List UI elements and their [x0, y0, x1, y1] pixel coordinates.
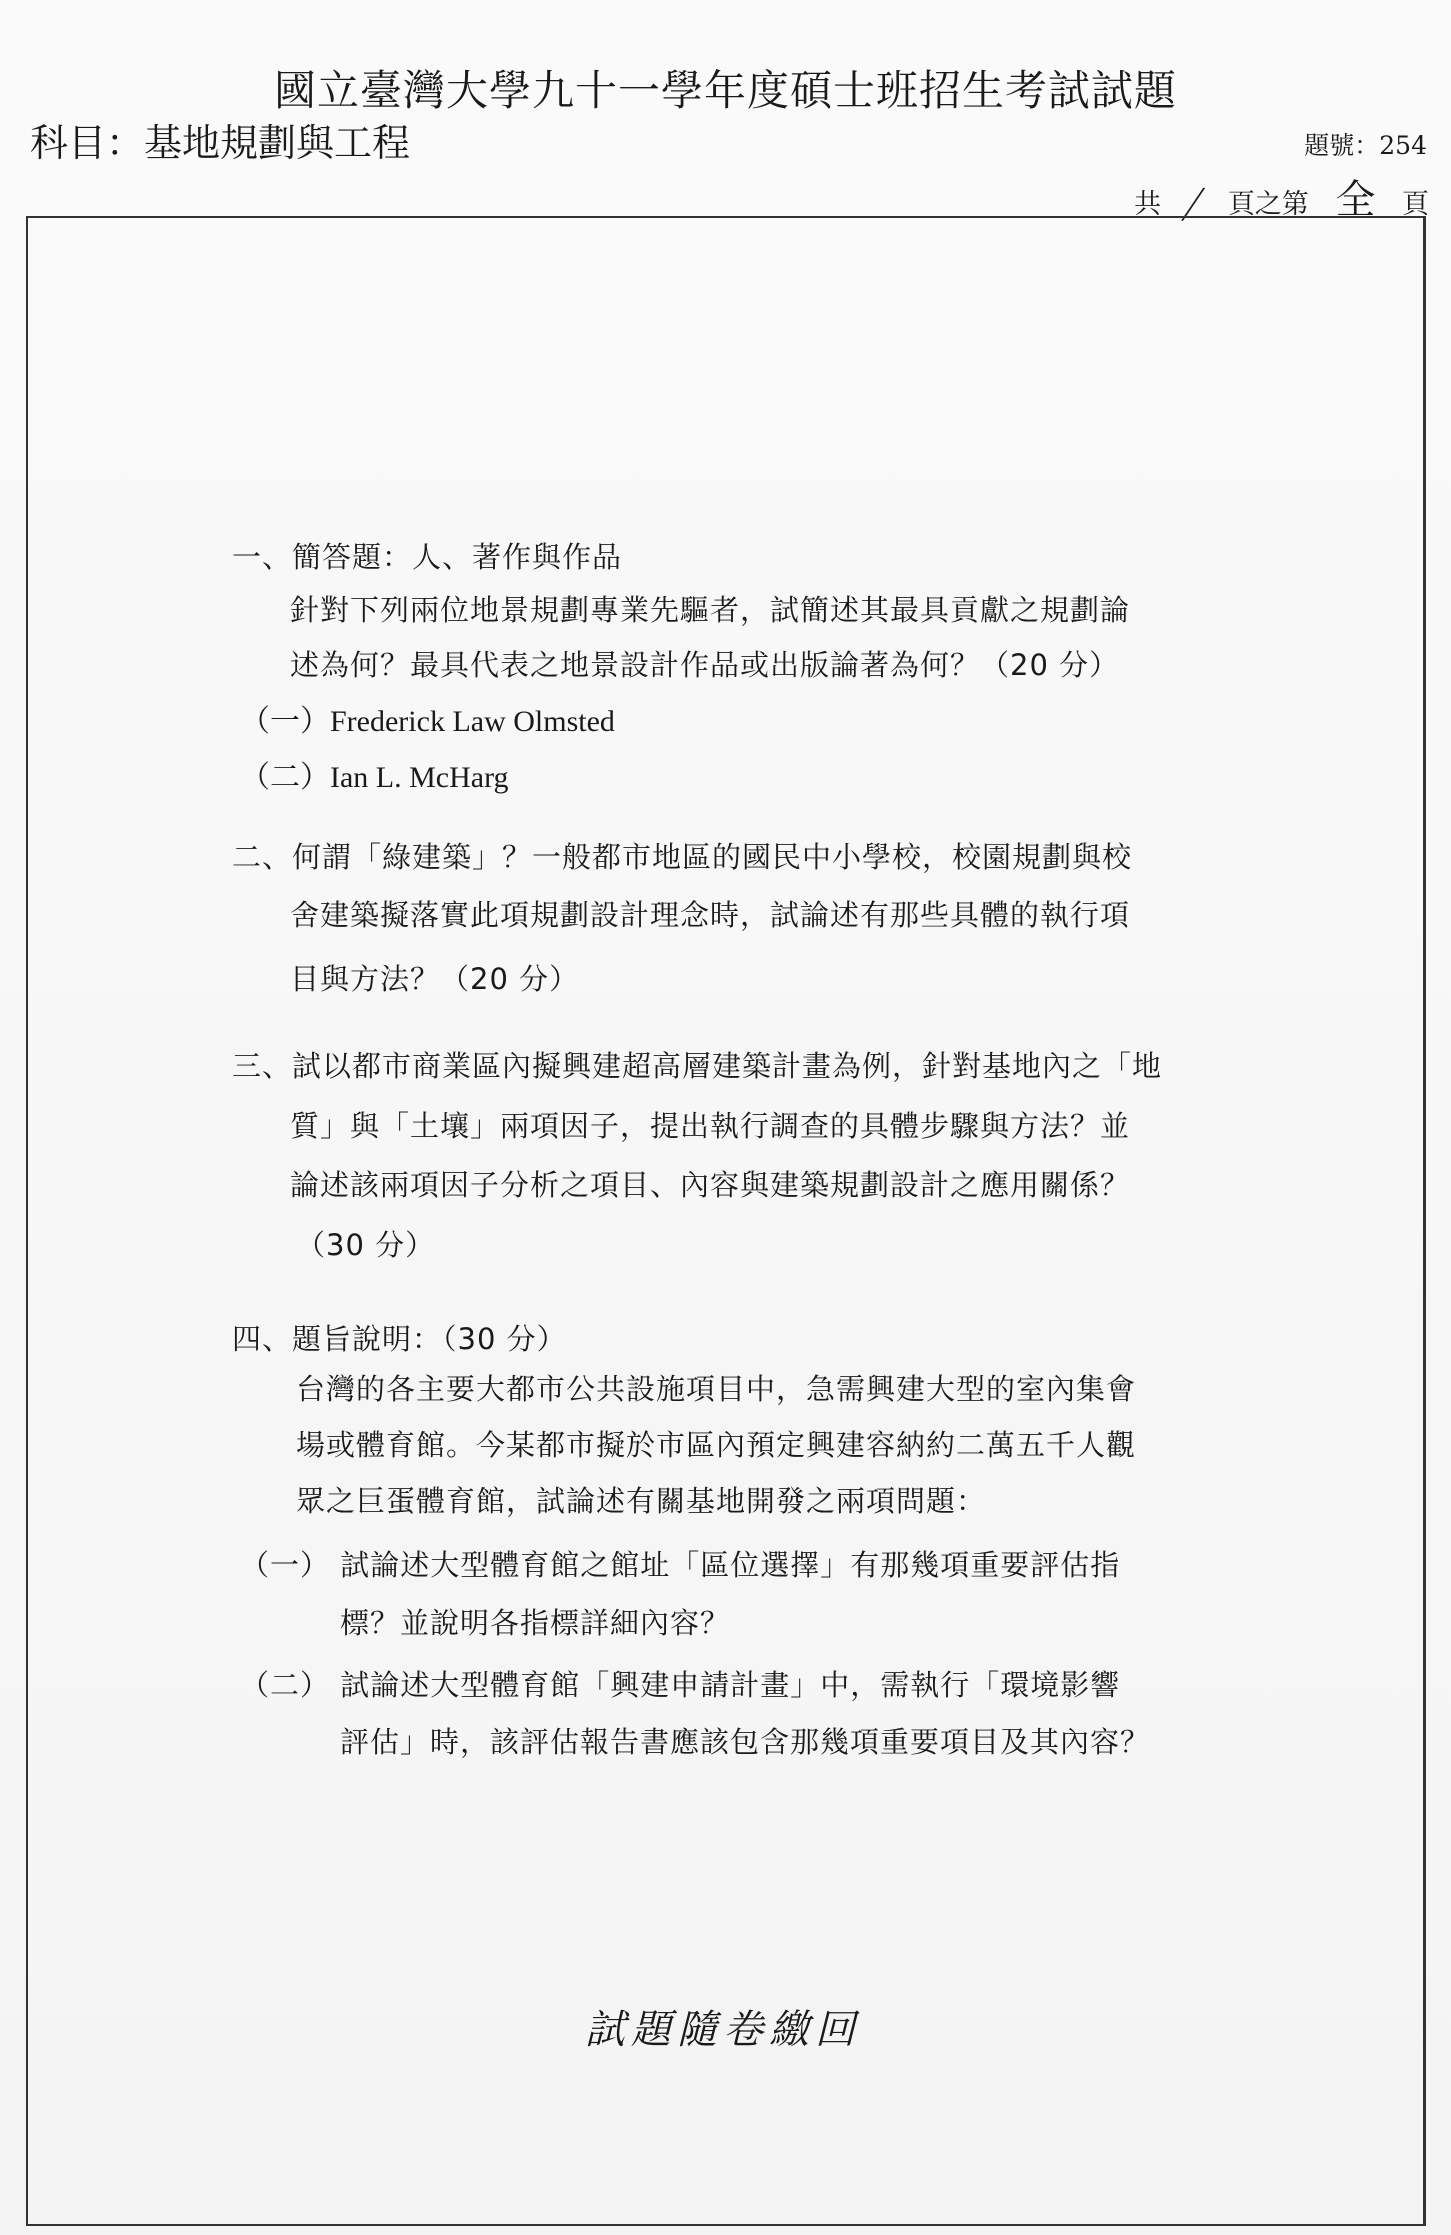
subject-label: 科目：基地規劃與工程	[30, 121, 411, 165]
q1-item1: （一）Frederick Law Olmsted	[240, 705, 615, 738]
q4-sub2-line1: （二） 試論述大型體育館「興建申請計畫」中，需執行「環境影響	[240, 1668, 1121, 1702]
question-frame	[26, 216, 1426, 2226]
q4-line2: 場或體育館。今某都市擬於市區內預定興建容納約二萬五千人觀	[296, 1428, 1137, 1462]
page-count-prefix: 共	[1134, 189, 1162, 220]
q4-line1: 台灣的各主要大都市公共設施項目中，急需興建大型的室內集會	[296, 1372, 1137, 1406]
page-total-handwritten: /	[1177, 181, 1209, 227]
q1-title: 一、簡答題：人、著作與作品	[232, 540, 623, 574]
q4-sub1-line2: 標？並說明各指標詳細內容？	[340, 1606, 731, 1640]
q3-line1: 三、試以都市商業區內擬興建超高層建築計畫為例，針對基地內之「地	[232, 1049, 1163, 1083]
q3-line4: （30 分）	[296, 1228, 436, 1262]
exam-title: 國立臺灣大學九十一學年度碩士班招生考試試題	[273, 66, 1177, 115]
q4-line3: 眾之巨蛋體育館，試論述有關基地開發之兩項問題：	[296, 1484, 987, 1518]
return-with-answer-sheet-note: 試題隨卷繳回	[585, 2007, 861, 2053]
q1-line1: 針對下列兩位地景規劃專業先驅者，試簡述其最具貢獻之規劃論	[290, 593, 1131, 627]
q1-item2: （二）Ian L. McHarg	[240, 761, 509, 794]
page-count-middle: 頁之第	[1227, 189, 1309, 220]
q1-line2: 述為何？最具代表之地景設計作品或出版論著為何？（20 分）	[290, 648, 1120, 682]
q3-line2: 質」與「土壤」兩項因子，提出執行調查的具體步驟與方法？並	[290, 1109, 1131, 1143]
q3-line3: 論述該兩項因子分析之項目、內容與建築規劃設計之應用關係？	[290, 1168, 1131, 1202]
q2-line3: 目與方法？（20 分）	[290, 962, 580, 996]
question-number: 題號：254	[1304, 131, 1427, 160]
q2-line1: 二、何謂「綠建築」？一般都市地區的國民中小學校，校園規劃與校	[232, 840, 1133, 874]
page-current-handwritten: 全	[1335, 177, 1376, 223]
q4-sub2-line2: 評估」時，該評估報告書應該包含那幾項重要項目及其內容？	[340, 1725, 1151, 1759]
page-count-suffix: 頁	[1402, 189, 1429, 220]
q2-line2: 舍建築擬落實此項規劃設計理念時，試論述有那些具體的執行項	[290, 898, 1131, 932]
q4-title: 四、題旨說明：（30 分）	[232, 1322, 567, 1356]
q4-sub1-line1: （一） 試論述大型體育館之館址「區位選擇」有那幾項重要評估指	[240, 1548, 1121, 1582]
